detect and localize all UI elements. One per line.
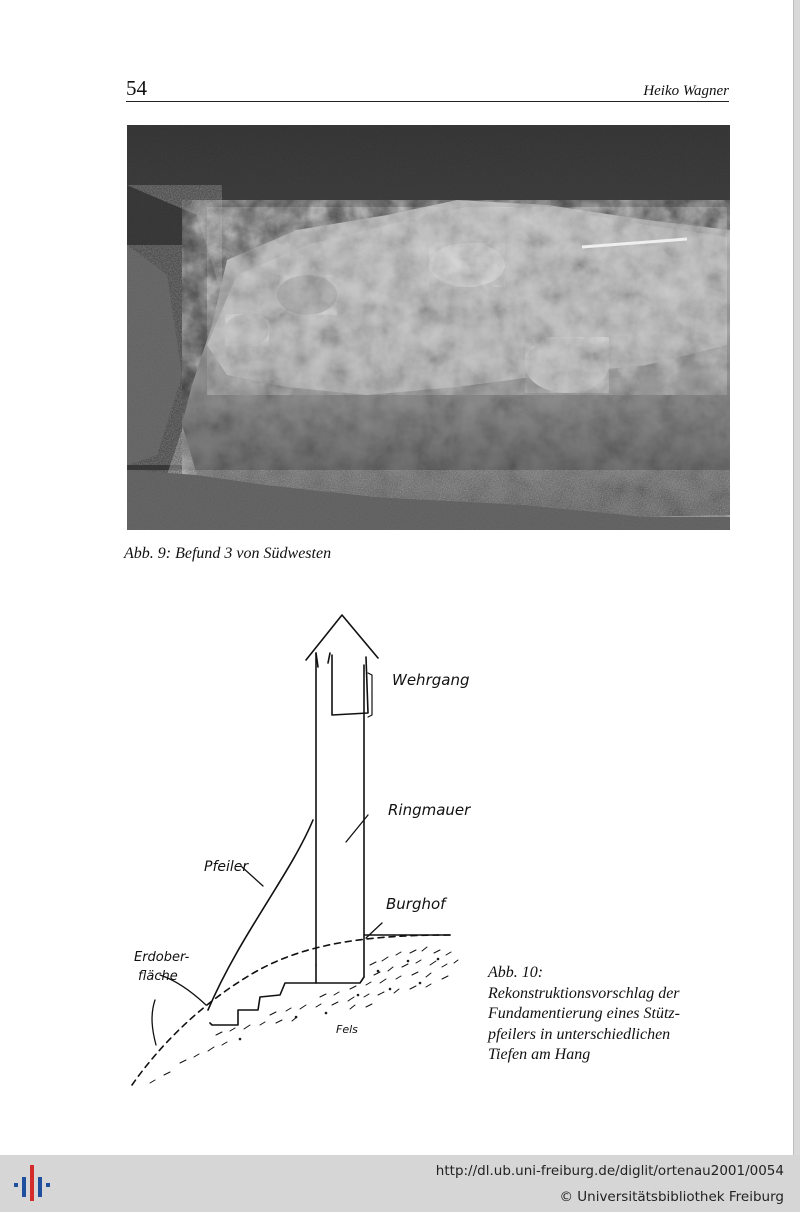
page-number: 54 (126, 76, 147, 100)
logo-square (14, 1183, 18, 1187)
label-wehrgang: Wehrgang (392, 671, 470, 689)
viewer-footer (0, 1155, 800, 1212)
reconstruction-sketch (120, 605, 480, 1110)
header-rule (126, 101, 729, 102)
label-erdoberflaeche-line2: fläche (138, 969, 178, 984)
figure-10-caption-line: Fundamentierung eines Stütz- (488, 1005, 680, 1022)
excavation-photo (127, 125, 730, 530)
label-burghof: Burghof (386, 895, 446, 913)
logo-bar (22, 1177, 26, 1197)
library-logo-icon[interactable] (10, 1163, 54, 1208)
excavation-photo-graphic (127, 125, 730, 530)
label-erdoberflaeche-line1: Erdober- (134, 950, 190, 965)
logo-square (46, 1183, 50, 1187)
rock-hatching (150, 947, 458, 1083)
figure-10-caption-line: Abb. 10: (488, 964, 544, 981)
label-ringmauer: Ringmauer (388, 801, 471, 819)
figure-10-caption-line: pfeilers in unterschiedlichen (488, 1025, 671, 1043)
copyright-notice: © Universitätsbibliothek Freiburg (559, 1189, 784, 1205)
source-url-link[interactable]: http://dl.ub.uni-freiburg.de/diglit/ortenau2001/0054 (435, 1163, 784, 1179)
label-pfeiler: Pfeiler (204, 859, 249, 875)
library-logo-graphic (10, 1163, 54, 1203)
figure-10-caption-line: Tiefen am Hang (488, 1046, 591, 1063)
running-header-author: Heiko Wagner (643, 83, 729, 99)
logo-bar (30, 1165, 34, 1201)
logo-bar (38, 1177, 42, 1197)
figure-9-caption: Abb. 9: Befund 3 von Südwesten (124, 545, 332, 562)
label-fels: Fels (336, 1023, 358, 1036)
figure-10-caption-line: Rekonstruktionsvorschlag der (488, 984, 680, 1002)
figure-10-caption (488, 963, 728, 1066)
